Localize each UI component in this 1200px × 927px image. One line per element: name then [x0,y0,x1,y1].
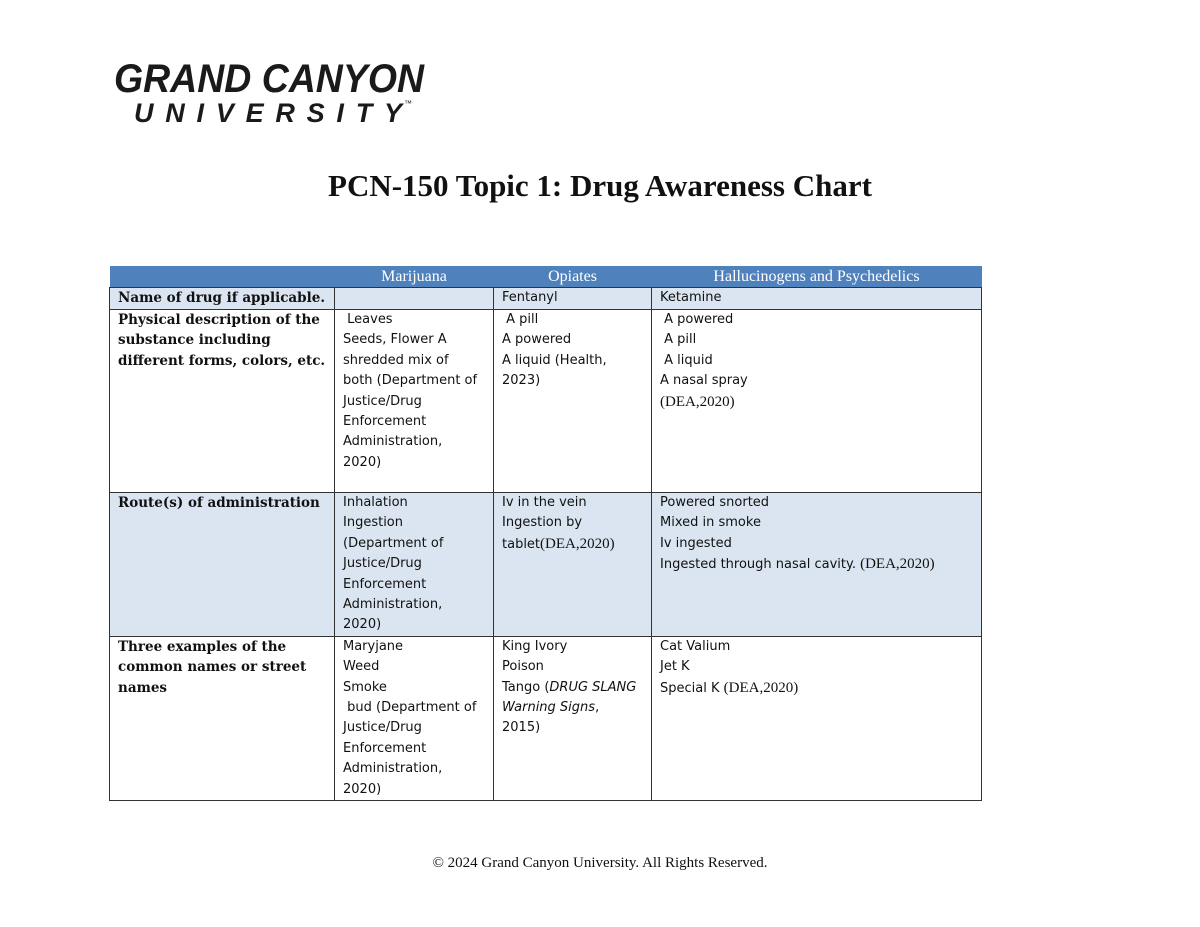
hallucinogens-cell [652,310,982,493]
cell-line: Justice/Drug [343,556,422,572]
cell-line: Enforcement [343,576,427,592]
cell-line: shredded mix of [343,352,449,368]
cell-text: , [595,700,600,716]
hallucinogens-cell [652,493,982,637]
cell-line: Iv in the vein [502,495,587,510]
cell-line: (Department of [343,535,444,551]
marijuana-cell [335,310,494,493]
cell-line: bud (Department of [343,700,477,716]
opiates-cell [494,288,652,310]
cell-line: both (Department of [343,373,478,389]
cell-line: A pill [660,332,697,348]
row-label: Three examples of the common names or street names [110,636,335,800]
cell-line [502,534,651,555]
cell-line: Jet K [660,659,690,675]
table-row [110,493,982,637]
cell-line: Iv ingested [660,535,732,551]
cell-line: Weed [343,659,380,675]
cell-line: 2020) [343,617,382,633]
logo-line1: GRAND CANYON [114,57,426,101]
table-row [110,288,982,310]
cell-text: Ingested through nasal cavity. [660,557,861,573]
cell-line: King Ivory [502,638,568,654]
opiates-cell [494,310,652,493]
cell-line: Fentanyl [502,290,558,305]
row-label: Physical description of the substance including different forms, colors, etc. [110,310,335,493]
citation: (DEA,2020) [660,393,735,410]
cell-line: Powered snorted [660,495,770,510]
marijuana-cell [335,288,494,310]
cell-text: Tango ( [502,679,550,695]
cell-line [502,698,651,718]
cell-line: 2020) [343,454,382,470]
copyright-footer: © 2024 Grand Canyon University. All Rights Reserved. [432,855,768,871]
cell-line: Administration, [343,434,443,450]
cell-line: Leaves [343,312,393,327]
document-title: PCN-150 Topic 1: Drug Awareness Chart [328,168,872,203]
cell-line: Inhalation [343,495,408,510]
cell-line: Enforcement [343,740,427,756]
table-row [110,636,982,800]
cell-line: A nasal spray [660,373,748,389]
citation: (DEA,2020) [723,679,799,696]
cell-line: Smoke [343,679,387,695]
cell-line: Maryjane [343,638,404,654]
cell-line: Enforcement [343,414,427,430]
cell-line: Administration, [343,761,443,777]
header-empty [110,266,335,288]
cell-line: A liquid (Health, [502,352,607,368]
opiates-cell [494,636,652,800]
cell-line: Justice/Drug [343,393,422,409]
logo-trademark: ™ [404,99,412,108]
cell-line [660,678,981,699]
drug-awareness-table [109,266,982,801]
marijuana-cell [335,636,494,800]
header-hallucinogens: Hallucinogens and Psychedelics [652,266,982,288]
hallucinogens-cell [652,288,982,310]
cell-line [660,554,981,575]
cell-line: Justice/Drug [343,720,422,736]
cell-line: Ingestion [343,515,403,531]
cell-line: Seeds, Flower A [343,332,447,348]
cell-line: A powered [502,332,572,348]
cell-text-italic: Warning Signs [502,700,596,716]
cell-line: 2023) [502,373,541,389]
row-label: Route(s) of administration [110,493,335,637]
cell-line: Cat Valium [660,638,731,654]
cell-text: Special K [660,680,724,696]
cell-line: A pill [502,312,539,327]
cell-line: Ingestion by [502,515,583,531]
header-marijuana: Marijuana [335,266,494,288]
marijuana-cell [335,493,494,637]
logo-line2: UNIVERSITY [134,98,402,126]
cell-line: Poison [502,659,544,675]
cell-line: 2015) [502,720,541,736]
citation: (DEA,2020) [540,535,615,552]
cell-text: tablet [502,536,541,552]
cell-line [502,678,651,698]
citation: (DEA,2020) [860,556,935,573]
cell-line: Mixed in smoke [660,515,761,531]
table-header-row [110,266,982,288]
cell-line: Ketamine [660,290,722,305]
cell-line: 2020) [343,781,382,797]
opiates-cell [494,493,652,637]
hallucinogens-cell [652,636,982,800]
university-logo [112,56,432,126]
cell-line: A powered [660,312,734,327]
table-row [110,310,982,493]
row-label: Name of drug if applicable. [110,288,335,310]
cell-line: A liquid [660,352,713,368]
header-opiates: Opiates [494,266,652,288]
cell-text-italic: DRUG SLANG [549,679,637,695]
cell-line: Administration, [343,597,443,613]
